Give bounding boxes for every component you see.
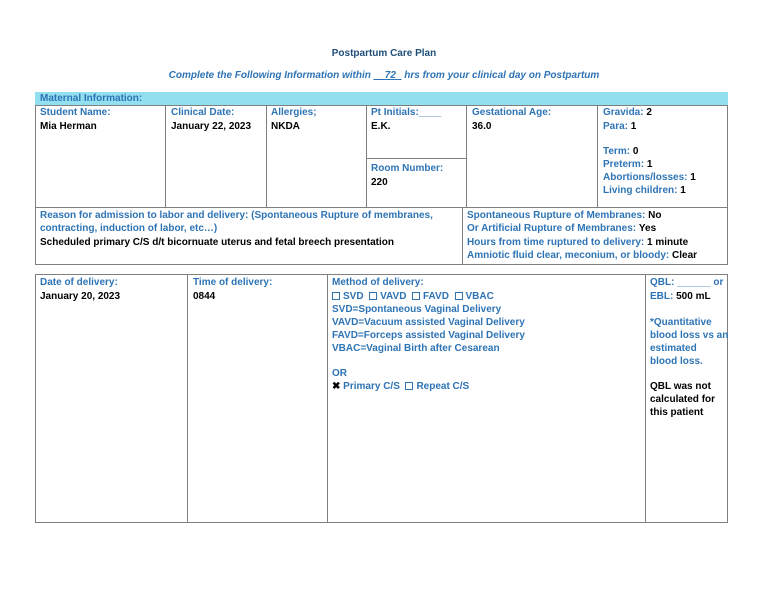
svd-checkbox[interactable] <box>332 292 340 300</box>
maternal-info-title: Maternal Information: <box>40 93 143 104</box>
arom <box>467 222 656 236</box>
qbl-label: QBL: ______ or <box>650 277 724 288</box>
delivery-date-label: Date of delivery: <box>40 277 118 288</box>
repeat-cs-option-label: Repeat C/S <box>416 381 470 392</box>
preterm-label: Preterm: <box>603 159 645 170</box>
student-name-value: Mia Herman <box>40 121 97 132</box>
subtitle-prefix: Complete the Following Information within <box>168 70 374 81</box>
delivery-time-label: Time of delivery: <box>193 277 273 288</box>
rupture-hours <box>467 236 688 250</box>
cesarean-options <box>332 380 469 394</box>
ebl-label: EBL: <box>650 291 674 302</box>
favd-checkbox[interactable] <box>412 292 420 300</box>
delivery-time-value: 0844 <box>193 291 216 302</box>
allergies-label: Allergies; <box>271 107 317 118</box>
divider <box>187 274 188 523</box>
gravida-label: Gravida: <box>603 107 644 118</box>
pt-initials-label: Pt Initials:____ <box>371 107 442 118</box>
page-title: Postpartum Care Plan <box>331 48 437 59</box>
qbl-note-line-2: blood loss vs an <box>650 330 729 341</box>
gestational-age-label: Gestational Age: <box>472 107 552 118</box>
amniotic-fluid-label: Amniotic fluid clear, meconium, or bloody: <box>467 250 670 261</box>
reason-label-line-1: Reason for admission to labor and delivery: (Spontaneous Rupture of membranes, <box>40 210 433 221</box>
abortions-value: 1 <box>690 172 696 183</box>
gravida <box>603 106 652 120</box>
clinical-date-label: Clinical Date: <box>171 107 235 118</box>
qbl-note-line-1: *Quantitative <box>650 317 712 328</box>
amniotic-fluid <box>467 249 697 263</box>
room-number-label: Room Number: <box>371 163 444 174</box>
svd-option-label: SVD <box>343 291 364 302</box>
vavd-checkbox[interactable] <box>369 292 377 300</box>
repeat-cs-checkbox[interactable] <box>405 382 413 390</box>
gestational-age-value: 36.0 <box>472 121 492 132</box>
term-value: 0 <box>632 146 639 157</box>
divider <box>366 158 466 159</box>
delivery-method-options <box>332 290 494 304</box>
reason-label-line-2: contracting, induction of labor, etc…) <box>40 223 218 234</box>
subtitle-suffix: hrs from your clinical day on Postpartum <box>401 70 600 81</box>
favd-option-label: FAVD <box>423 291 449 302</box>
delivery-method-label: Method of delivery: <box>332 277 424 288</box>
subtitle-hours: __72_ <box>373 70 402 81</box>
svd-definition: SVD=Spontaneous Vaginal Delivery <box>332 304 502 315</box>
divider <box>366 106 367 208</box>
qbl-comment-line-3: this patient <box>650 407 704 418</box>
preterm-value: 1 <box>646 159 653 170</box>
divider <box>466 106 467 208</box>
divider <box>462 207 463 265</box>
qbl-note-line-4: blood loss. <box>650 356 703 367</box>
living-children-label: Living children: <box>603 185 678 196</box>
abortions-label: Abortions/losses: <box>603 172 688 183</box>
room-number-value: 220 <box>371 177 388 188</box>
term <box>603 145 638 159</box>
or-label: OR <box>332 368 347 379</box>
vbac-definition: VBAC=Vaginal Birth after Cesarean <box>332 343 500 354</box>
living-children-value: 1 <box>680 185 686 196</box>
divider <box>266 106 267 208</box>
vbac-checkbox[interactable] <box>455 292 463 300</box>
vavd-option-label: VAVD <box>380 291 407 302</box>
rupture-hours-value: 1 minute <box>647 237 689 248</box>
vbac-option-label: VBAC <box>465 291 494 302</box>
abortions <box>603 171 696 185</box>
qbl-comment-line-1: QBL was not <box>650 381 711 392</box>
primary-cs-checked-icon[interactable]: ✖ <box>332 381 341 392</box>
divider <box>165 106 166 208</box>
para <box>603 120 636 134</box>
pt-initials-value: E.K. <box>371 121 391 132</box>
reason-value: Scheduled primary C/S d/t bicornuate uterus and fetal breech presentation <box>40 237 394 248</box>
divider <box>645 274 646 523</box>
gravida-value: 2 <box>646 107 652 118</box>
amniotic-fluid-value: Clear <box>672 250 698 261</box>
allergies-value: NKDA <box>271 121 300 132</box>
srom-value: No <box>648 210 662 221</box>
ebl-value: 500 mL <box>676 291 711 302</box>
preterm <box>603 158 652 172</box>
delivery-date-value: January 20, 2023 <box>40 291 121 302</box>
page-subtitle <box>0 70 768 81</box>
rupture-hours-label: Hours from time ruptured to delivery: <box>467 237 645 248</box>
term-label: Term: <box>603 146 631 157</box>
favd-definition: FAVD=Forceps assisted Vaginal Delivery <box>332 330 525 341</box>
vavd-definition: VAVD=Vacuum assisted Vaginal Delivery <box>332 317 525 328</box>
student-name-label: Student Name: <box>40 107 111 118</box>
srom-label: Spontaneous Rupture of Membranes: <box>467 210 646 221</box>
divider <box>327 274 328 523</box>
primary-cs-option-label: Primary C/S <box>343 381 400 392</box>
qbl-comment-line-2: calculated for <box>650 394 716 405</box>
qbl-note-line-3: estimated <box>650 343 697 354</box>
divider <box>597 106 598 208</box>
srom <box>467 209 661 223</box>
arom-value: Yes <box>638 223 657 234</box>
ebl <box>650 290 711 304</box>
living-children <box>603 184 686 198</box>
para-value: 1 <box>630 121 637 132</box>
arom-label: Or Artificial Rupture of Membranes: <box>467 223 637 234</box>
para-label: Para: <box>603 121 629 132</box>
clinical-date-value: January 22, 2023 <box>171 121 252 132</box>
